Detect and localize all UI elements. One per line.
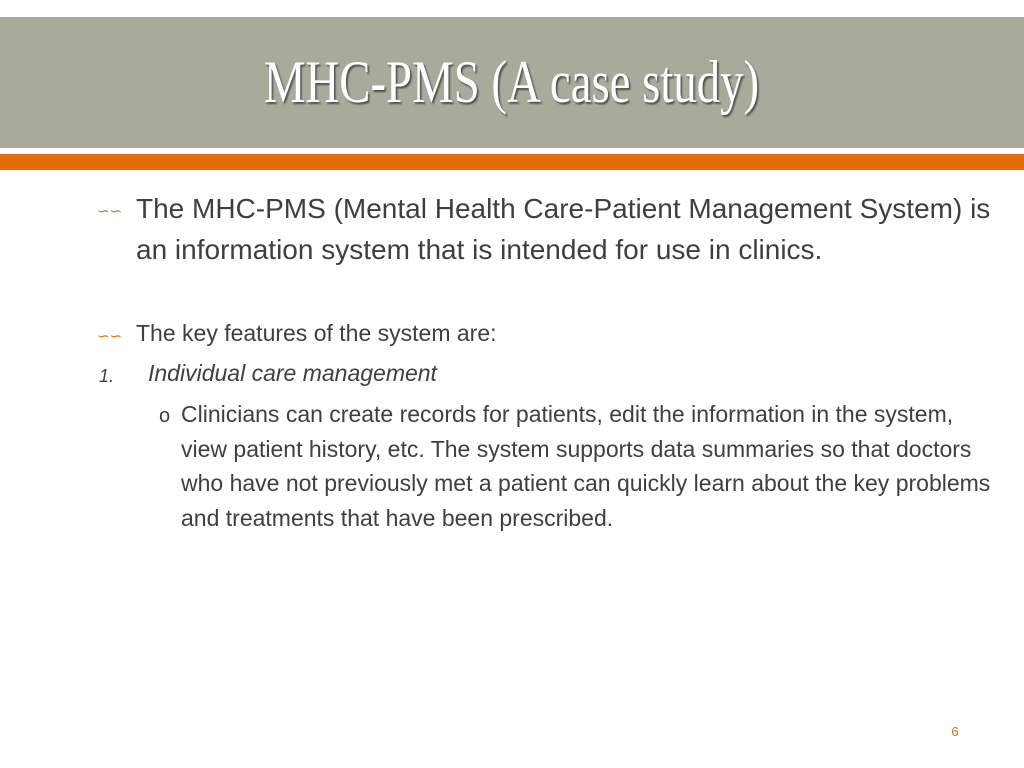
sub-bullet-icon: o	[159, 405, 171, 427]
sub-bullet-text: Clinicians can create records for patients, edit the information in the system, view patient history, etc. The system supports data summaries so that doctors who have not previously met a patient can quickly learn about the key problems and treatments that have been prescribed.	[181, 401, 991, 531]
slide-title: MHC-PMS (A case study)	[264, 49, 760, 115]
numbered-item-text: Individual care management	[148, 360, 437, 386]
page-number: 6	[951, 724, 959, 739]
bullet-icon: ∽∽	[97, 202, 123, 220]
bullet-icon: ∽∽	[97, 327, 123, 345]
bullet-text-1: The MHC-PMS (Mental Health Care-Patient Management System) is an information system that is intended for use in clinics.	[136, 193, 991, 265]
bullet-text-2: The key features of the system are:	[136, 320, 497, 346]
list-number: 1.	[99, 366, 115, 386]
